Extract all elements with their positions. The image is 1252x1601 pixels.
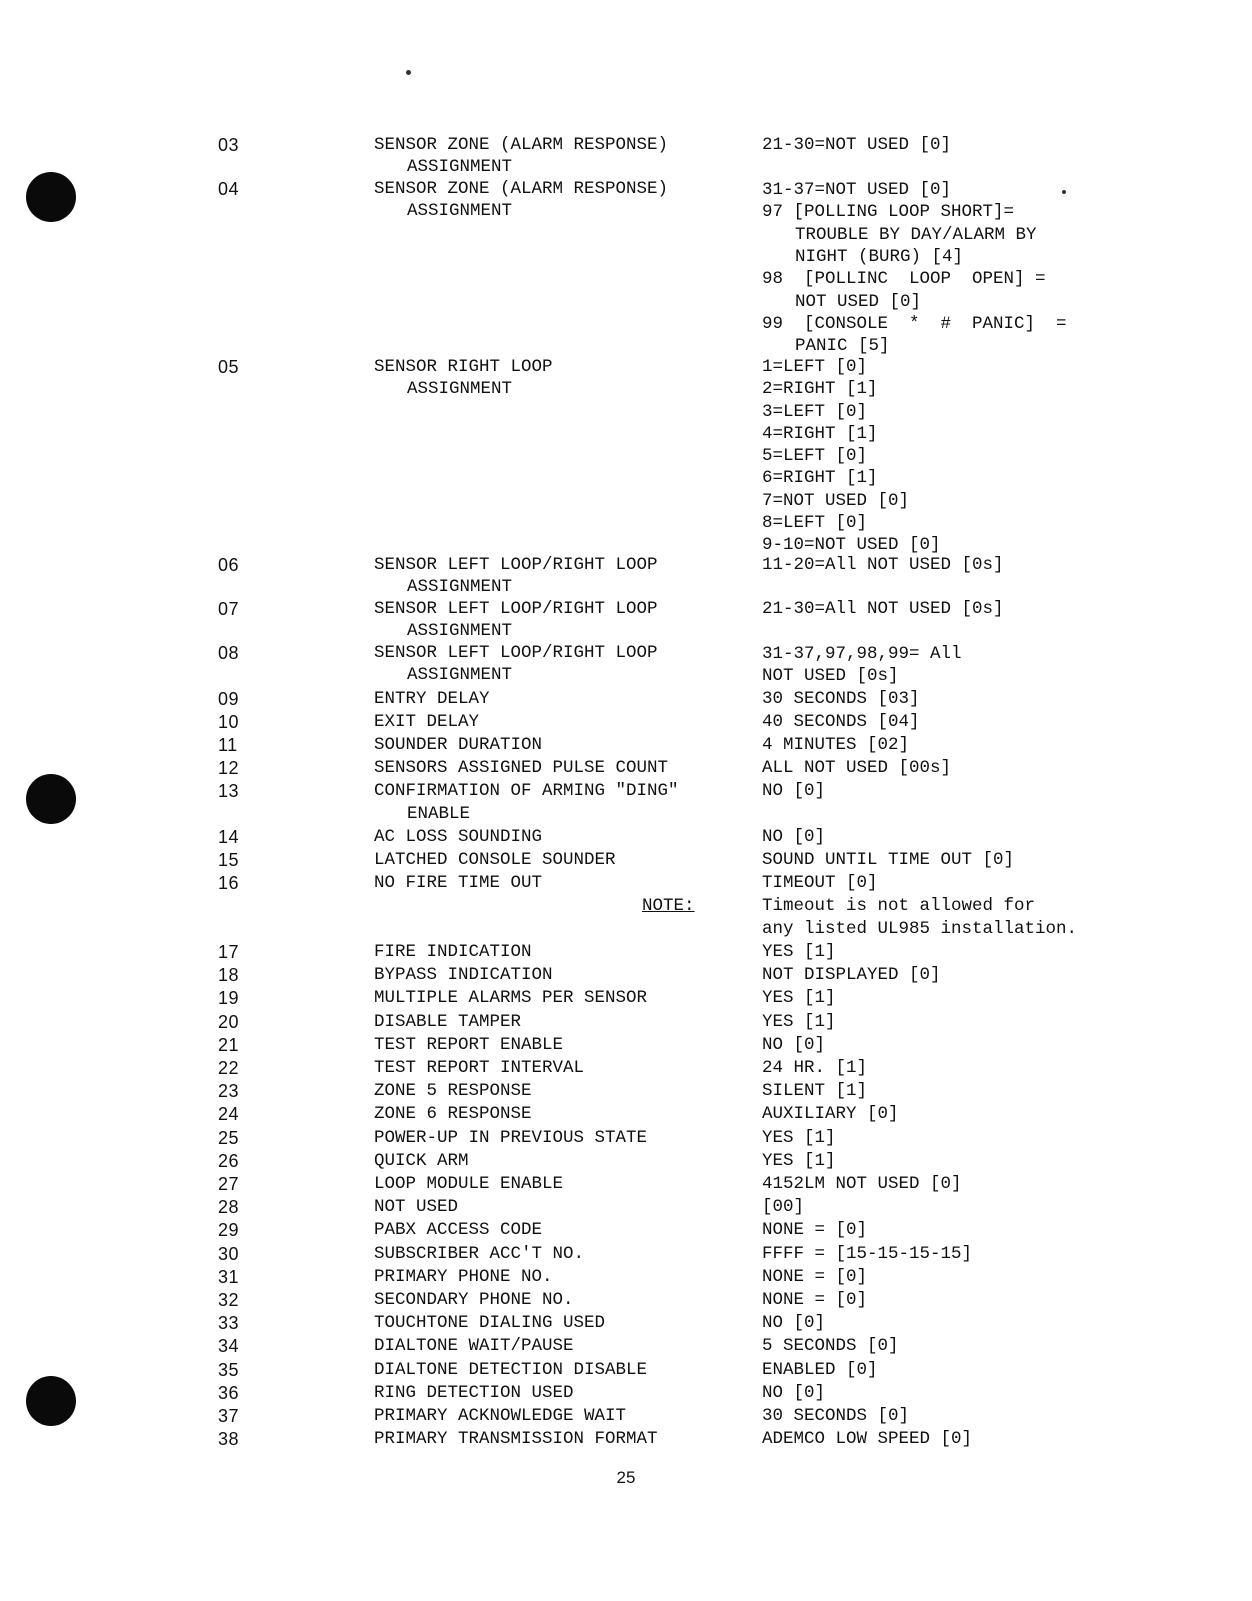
value-line: 6=RIGHT [1] [762,468,878,489]
value-line: SILENT [1] [762,1081,868,1102]
field-value [762,1150,1122,1172]
description-line: FIRE INDICATION [374,941,532,962]
value-line: NO [0] [762,1313,826,1334]
value-line: YES [1] [762,1127,836,1148]
field-number: 31 [218,1266,240,1287]
value-line: 11-20=All NOT USED [0s] [762,555,1004,575]
field-value [762,757,1122,779]
field-number: 34 [218,1336,240,1357]
description-line: ASSIGNMENT [407,621,513,642]
field-description [374,688,714,710]
value-line: 40 SECONDS [04] [762,711,920,732]
field-description [374,554,714,599]
value-line: 5 SECONDS [0] [762,1336,899,1357]
description-line: SECONDARY PHONE NO. [374,1289,574,1310]
field-value [762,1173,1122,1195]
field-description [374,1266,714,1288]
value-line: 5=LEFT [0] [762,446,868,467]
field-number: 04 [218,179,240,199]
field-description [374,1057,714,1079]
value-line: NIGHT (BURG) [4] [795,247,964,267]
field-description [374,1405,714,1427]
field-description [374,711,714,733]
field-number: 21 [218,1034,240,1055]
value-line: 9-10=NOT USED [0] [762,535,941,556]
value-line: ALL NOT USED [00s] [762,758,952,779]
value-line: TIMEOUT [0] [762,873,878,894]
field-value [762,1196,1122,1218]
field-number: 35 [218,1359,240,1380]
field-value [762,1382,1122,1404]
description-line: EXIT DELAY [374,711,480,732]
field-value [762,1289,1122,1311]
field-description [374,1034,714,1056]
description-line: TEST REPORT ENABLE [374,1034,564,1055]
value-line: [00] [762,1197,805,1218]
field-value [762,941,1122,963]
description-line: DISABLE TAMPER [374,1011,522,1032]
field-number: 23 [218,1081,240,1102]
value-line: AUXILIARY [0] [762,1104,899,1125]
field-description [374,642,714,687]
field-value [762,134,1122,156]
value-line: YES [1] [762,941,836,962]
value-line: NONE = [0] [762,1220,868,1241]
value-line: NO [0] [762,781,826,802]
field-description [374,598,714,643]
field-description [374,1219,714,1241]
field-description [374,780,714,825]
value-line: 4152LM NOT USED [0] [762,1173,962,1194]
value-line: 4=RIGHT [1] [762,423,878,444]
description-line: TEST REPORT INTERVAL [374,1057,585,1078]
value-line: 4 MINUTES [02] [762,734,910,755]
field-description [374,356,714,401]
field-number: 08 [218,643,240,663]
field-number: 38 [218,1429,240,1450]
description-line: LOOP MODULE ENABLE [374,1173,564,1194]
field-description [374,1173,714,1195]
description-line: QUICK ARM [374,1150,469,1171]
field-value [762,849,1122,871]
value-line: 7=NOT USED [0] [762,490,910,511]
field-value [762,1103,1122,1125]
description-line: PRIMARY ACKNOWLEDGE WAIT [374,1405,627,1426]
field-number: 11 [218,734,238,755]
value-line: PANIC [5] [795,336,890,357]
value-line: 97 [POLLING LOOP SHORT]= [762,202,1015,223]
field-description [374,964,714,986]
field-description [374,1103,714,1125]
field-value [762,987,1122,1009]
field-description [374,826,714,848]
value-line: NOT USED [0] [795,291,922,312]
description-line: ENTRY DELAY [374,688,490,709]
value-line: SOUND UNTIL TIME OUT [0] [762,850,1015,870]
value-line: YES [1] [762,1011,836,1032]
description-line: PABX ACCESS CODE [374,1220,543,1241]
field-value [762,1243,1122,1265]
field-value [762,780,1122,802]
description-line: AC LOSS SOUNDING [374,826,543,847]
field-number: 03 [218,135,240,155]
field-number: 19 [218,988,240,1009]
field-number: 09 [218,688,240,709]
field-description [374,872,714,894]
field-number: 29 [218,1220,240,1241]
field-value [762,1034,1122,1056]
description-line: SENSOR ZONE (ALARM RESPONSE) [374,135,669,155]
description-line: POWER-UP IN PREVIOUS STATE [374,1127,648,1148]
value-line: 99 [CONSOLE * # PANIC] = [762,313,1067,334]
value-line: 24 HR. [1] [762,1057,868,1078]
field-value [762,1011,1122,1033]
description-line: SENSOR LEFT LOOP/RIGHT LOOP [374,555,658,575]
field-description [374,1150,714,1172]
field-description [374,1428,714,1450]
binder-hole [26,1376,76,1426]
value-line: NOT USED [0s] [762,666,899,687]
field-number: 20 [218,1011,240,1032]
description-line: RING DETECTION USED [374,1382,574,1403]
value-line: ADEMCO LOW SPEED [0] [762,1429,973,1450]
page-number: 25 [616,1468,636,1487]
field-description [374,178,714,223]
value-line: YES [1] [762,988,836,1009]
field-value [762,895,1122,940]
field-description [374,1382,714,1404]
field-number: 22 [218,1057,240,1078]
description-line: SUBSCRIBER ACC'T NO. [374,1243,585,1264]
field-value [762,734,1122,756]
description-line: ASSIGNMENT [407,157,513,178]
description-line: ASSIGNMENT [407,577,513,598]
value-line: 31-37=NOT USED [0] [762,180,952,201]
field-value [762,1405,1122,1427]
description-line: ENABLE [407,803,471,824]
value-line: 30 SECONDS [03] [762,688,920,709]
field-description [374,1335,714,1357]
value-line: ENABLED [0] [762,1359,878,1380]
description-line: LATCHED CONSOLE SOUNDER [374,850,616,870]
binder-hole [26,172,76,222]
description-line: SENSORS ASSIGNED PULSE COUNT [374,758,669,779]
value-line: any listed UL985 installation. [762,918,1078,939]
description-line: DIALTONE DETECTION DISABLE [374,1359,648,1380]
field-number: 17 [218,941,240,962]
value-line: 8=LEFT [0] [762,513,868,534]
description-line: NOT USED [374,1197,459,1218]
field-value [762,1219,1122,1241]
field-description [374,757,714,779]
field-number: 13 [218,781,240,802]
field-value [762,1335,1122,1357]
field-number: 07 [218,599,240,619]
description-line: DIALTONE WAIT/PAUSE [374,1336,574,1357]
field-value [762,1266,1122,1288]
description-line: BYPASS INDICATION [374,965,553,986]
description-line: MULTIPLE ALARMS PER SENSOR [374,988,648,1009]
description-line: SENSOR RIGHT LOOP [374,357,553,377]
field-value [762,356,1122,557]
value-line: FFFF = [15-15-15-15] [762,1243,973,1264]
field-value [762,1428,1122,1450]
field-value [762,688,1122,710]
field-description [374,1243,714,1265]
value-line: 98 [POLLINC LOOP OPEN] = [762,269,1046,290]
value-line: NONE = [0] [762,1266,868,1287]
value-line: NO [0] [762,1382,826,1403]
field-number: 15 [218,850,240,870]
field-number: 05 [218,357,240,377]
field-description [374,1127,714,1149]
value-line: NOT DISPLAYED [0] [762,965,941,986]
field-value [762,1312,1122,1334]
field-number: 24 [218,1104,240,1125]
description-line: SENSOR LEFT LOOP/RIGHT LOOP [374,643,658,663]
field-description [374,734,714,756]
field-number: 10 [218,711,240,732]
description-line: PRIMARY PHONE NO. [374,1266,553,1287]
field-description [374,849,714,871]
field-value [762,872,1122,894]
field-number: 06 [218,555,240,575]
value-line: YES [1] [762,1150,836,1171]
field-number: 32 [218,1289,240,1310]
value-line: Timeout is not allowed for [762,896,1036,917]
description-line: ZONE 5 RESPONSE [374,1081,532,1102]
field-value [762,643,1122,688]
field-number: 27 [218,1173,240,1194]
value-line: NONE = [0] [762,1289,868,1310]
field-number: 26 [218,1150,240,1171]
value-line: 2=RIGHT [1] [762,379,878,400]
field-number: 16 [218,873,240,894]
value-line: TROUBLE BY DAY/ALARM BY [795,224,1037,245]
description-line: ASSIGNMENT [407,201,513,222]
field-description [374,941,714,963]
field-number: 33 [218,1313,240,1334]
field-value [762,1127,1122,1149]
field-value [762,1057,1122,1079]
description-line: ASSIGNMENT [407,665,513,686]
description-line: ASSIGNMENT [407,379,513,400]
field-description [374,1196,714,1218]
value-line: 1=LEFT [0] [762,357,868,377]
field-value [762,964,1122,986]
field-number: 28 [218,1197,240,1218]
description-line: SENSOR LEFT LOOP/RIGHT LOOP [374,599,658,619]
value-line: 30 SECONDS [0] [762,1405,910,1426]
field-description [374,1359,714,1381]
field-value [762,179,1122,357]
description-line: SENSOR ZONE (ALARM RESPONSE) [374,179,669,199]
value-line: 31-37,97,98,99= All [762,644,962,665]
binder-hole [26,774,76,824]
field-number: 18 [218,965,240,986]
field-description [374,1011,714,1033]
value-line: NO [0] [762,826,826,847]
field-description [374,987,714,1009]
field-description [374,1289,714,1311]
field-number: 12 [218,758,240,779]
description-line: CONFIRMATION OF ARMING "DING" [374,781,679,802]
field-value [762,598,1122,620]
field-value [762,1359,1122,1381]
field-value [762,554,1122,576]
field-number: 37 [218,1405,240,1426]
description-line: TOUCHTONE DIALING USED [374,1313,606,1334]
value-line: 3=LEFT [0] [762,401,868,422]
value-line: 21-30=NOT USED [0] [762,135,952,155]
field-value [762,711,1122,733]
field-value [762,1080,1122,1102]
value-line: NO [0] [762,1034,826,1055]
field-description [374,1080,714,1102]
field-number: 30 [218,1243,240,1264]
field-description [374,1312,714,1334]
description-line: SOUNDER DURATION [374,734,543,755]
field-value [762,826,1122,848]
field-number: 25 [218,1127,240,1148]
description-line: ZONE 6 RESPONSE [374,1104,532,1125]
scan-speck [406,70,411,75]
description-line: NO FIRE TIME OUT [374,873,543,894]
field-number: 36 [218,1382,240,1403]
note-label: NOTE: [642,896,695,917]
field-description [374,134,714,179]
field-number: 14 [218,826,240,847]
value-line: 21-30=All NOT USED [0s] [762,599,1004,619]
description-line: PRIMARY TRANSMISSION FORMAT [374,1429,658,1450]
